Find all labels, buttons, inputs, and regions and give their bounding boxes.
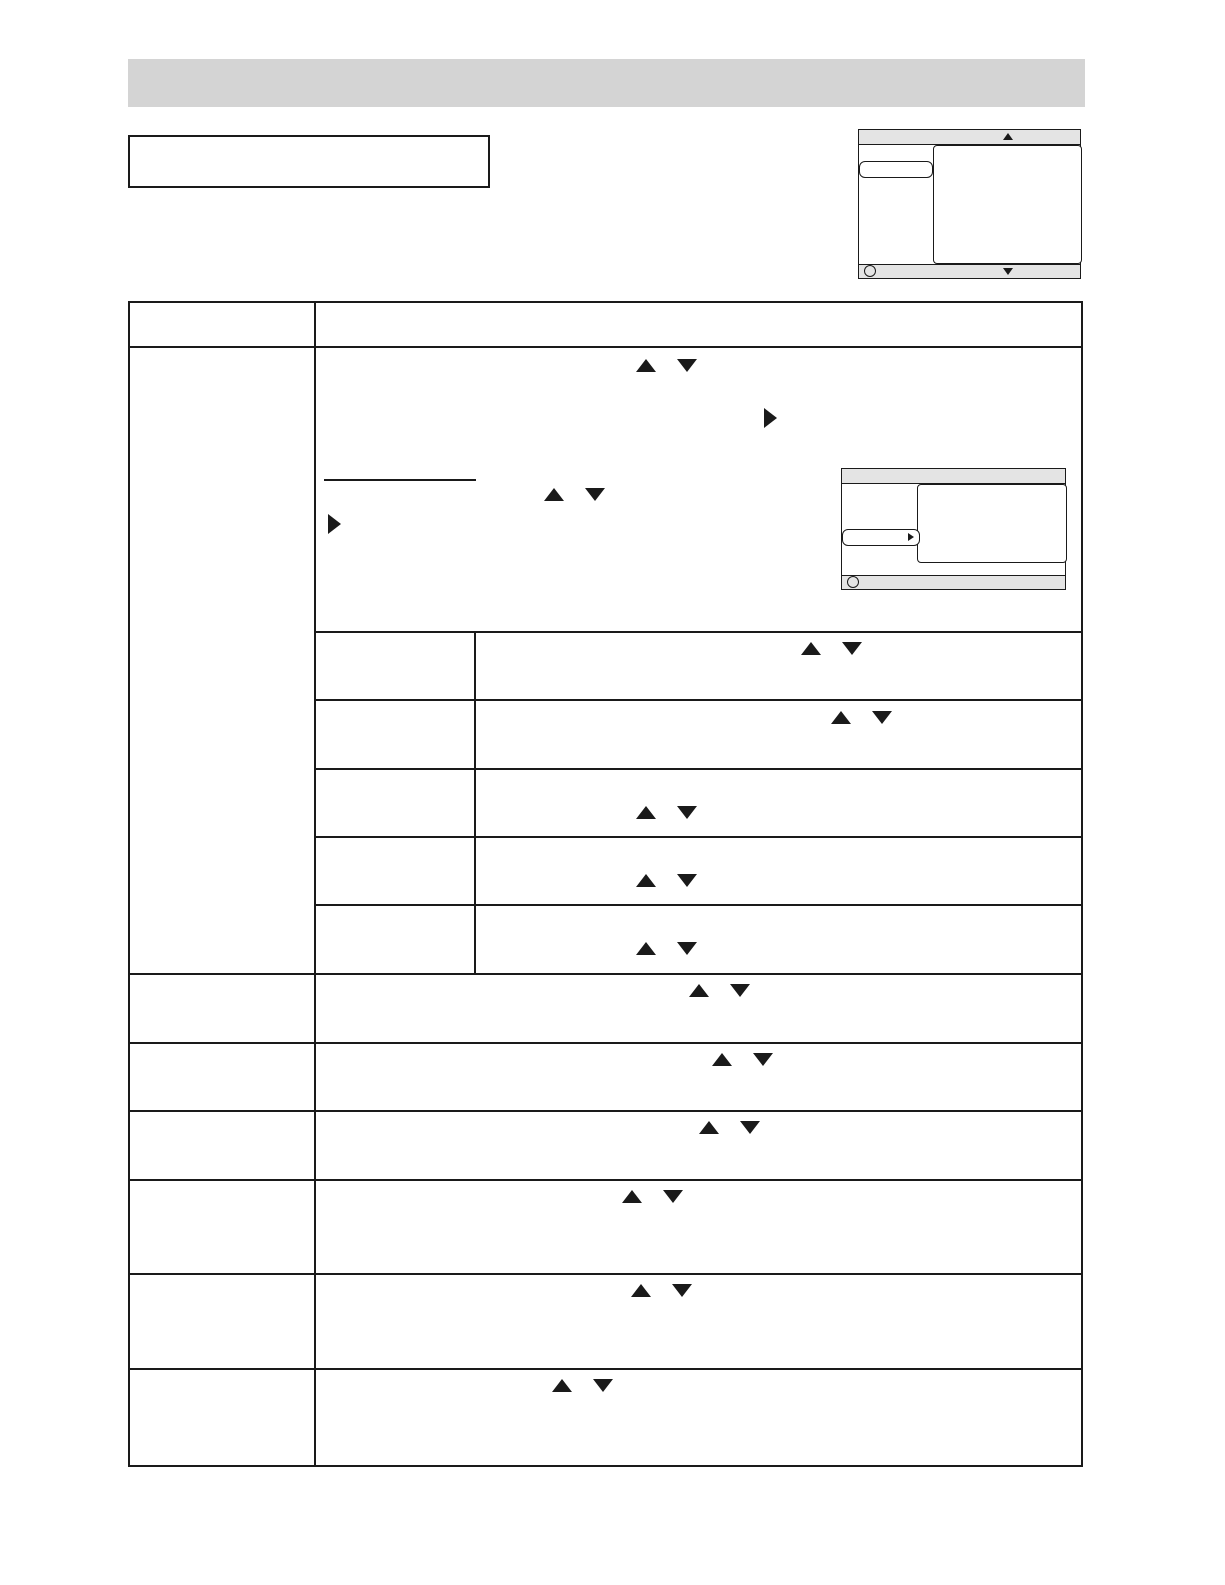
down-arrow-icon xyxy=(730,984,750,997)
menu-preview-panel xyxy=(933,145,1082,264)
menu-preview xyxy=(858,129,1081,279)
up-arrow-icon xyxy=(636,359,656,372)
table-top-border xyxy=(128,301,1083,303)
up-arrow-icon xyxy=(712,1053,732,1066)
down-arrow-icon xyxy=(677,874,697,887)
submenu-preview-selected-item xyxy=(842,529,920,546)
down-arrow-icon xyxy=(872,711,892,724)
submenu-preview-panel xyxy=(917,484,1067,563)
up-arrow-icon xyxy=(631,1284,651,1297)
down-arrow-icon xyxy=(593,1379,613,1392)
table-left-border xyxy=(128,301,130,1467)
table-header-bottom xyxy=(128,346,1083,348)
up-arrow-icon xyxy=(699,1121,719,1134)
subtable-row-divider xyxy=(314,904,1083,906)
subtable-row-divider xyxy=(314,768,1083,770)
down-arrow-icon xyxy=(585,488,605,501)
table-row-divider xyxy=(128,1368,1083,1370)
up-arrow-icon xyxy=(689,984,709,997)
submenu-preview-bottombar xyxy=(842,575,1065,589)
submenu-preview-topbar xyxy=(842,469,1065,484)
table-right-border xyxy=(1081,301,1083,1467)
down-arrow-icon xyxy=(677,359,697,372)
menu-preview-selected-item xyxy=(859,161,933,178)
enter-button-icon xyxy=(864,265,876,277)
menu-preview-topbar xyxy=(859,130,1080,145)
up-arrow-icon xyxy=(1003,133,1013,140)
up-arrow-icon xyxy=(544,488,564,501)
table-row-divider xyxy=(128,1042,1083,1044)
up-arrow-icon xyxy=(831,711,851,724)
up-arrow-icon xyxy=(622,1190,642,1203)
up-arrow-icon xyxy=(552,1379,572,1392)
table-row-divider xyxy=(128,973,1083,975)
subtable-row-divider xyxy=(314,699,1083,701)
menu-preview-bottombar xyxy=(859,264,1080,278)
down-arrow-icon xyxy=(672,1284,692,1297)
down-arrow-icon xyxy=(842,642,862,655)
right-arrow-icon xyxy=(328,514,341,534)
sub-heading-underline xyxy=(324,479,476,481)
enter-button-icon xyxy=(847,576,859,588)
subtable-row-divider xyxy=(314,836,1083,838)
up-arrow-icon xyxy=(636,806,656,819)
table-row-divider xyxy=(128,1110,1083,1112)
subtable-top xyxy=(314,631,1083,633)
table-bottom-border xyxy=(128,1465,1083,1467)
down-arrow-icon xyxy=(1003,268,1013,275)
table-column-divider xyxy=(314,301,316,1467)
table-row-divider xyxy=(128,1179,1083,1181)
section-title-box xyxy=(128,135,490,188)
down-arrow-icon xyxy=(740,1121,760,1134)
table-row-divider xyxy=(128,1273,1083,1275)
up-arrow-icon xyxy=(636,942,656,955)
down-arrow-icon xyxy=(753,1053,773,1066)
submenu-preview xyxy=(841,468,1066,590)
right-arrow-icon xyxy=(764,408,777,428)
up-arrow-icon xyxy=(801,642,821,655)
down-arrow-icon xyxy=(663,1190,683,1203)
down-arrow-icon xyxy=(677,942,697,955)
header-bar xyxy=(128,59,1085,107)
down-arrow-icon xyxy=(677,806,697,819)
subtable-divider xyxy=(474,631,476,974)
right-arrow-icon xyxy=(908,533,914,541)
up-arrow-icon xyxy=(636,874,656,887)
